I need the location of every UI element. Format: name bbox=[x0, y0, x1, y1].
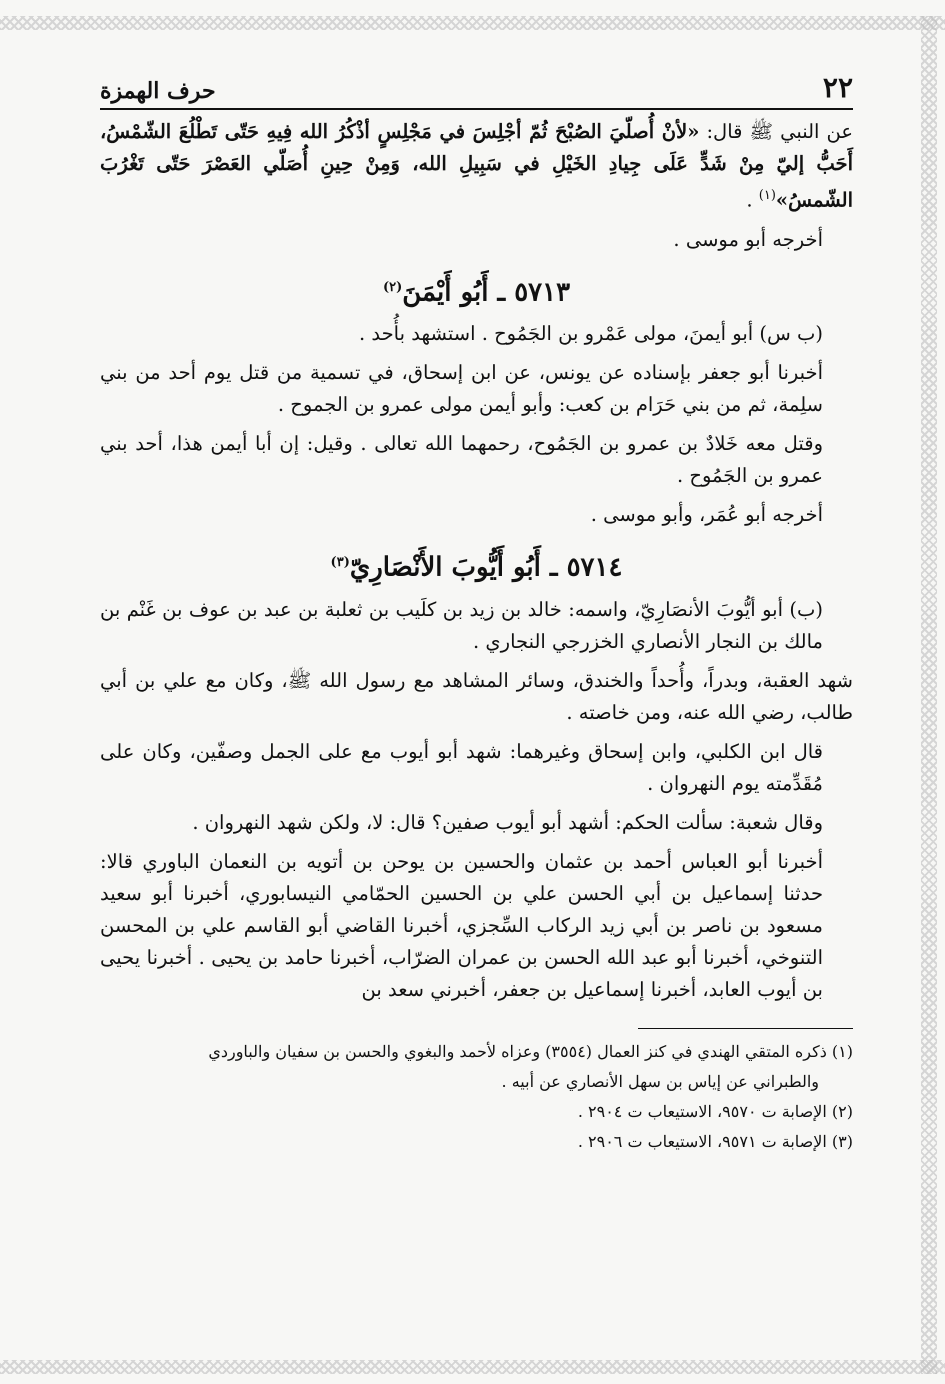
paragraph-takhrij-2: أخرجه أبو عُمَر، وأبو موسى . bbox=[590, 503, 823, 527]
page-number: ٢٢ bbox=[822, 71, 853, 104]
decorative-bottom-border bbox=[0, 1360, 945, 1374]
entry-heading-5714 bbox=[100, 547, 853, 584]
running-title: حرف الهمزة bbox=[100, 78, 216, 104]
footnote-1: (١) ذكره المتقي الهندي في كنز العمال (٣٥٥٤) وعزاه لأحمد والبغوي والحسن بن سفيان والباوردي bbox=[208, 1041, 853, 1061]
paragraph: شهد العقبة، وبدراً، وأُحداً والخندق، وسائر المشاهد مع رسول الله ﷺ، وكان مع علي بن أبي طالب، رضي الله عنه، ومن خاصته . bbox=[100, 668, 853, 724]
footnote-ref-1: (١) bbox=[758, 188, 776, 203]
paragraph-hadith bbox=[100, 116, 853, 217]
entry-heading-5713 bbox=[100, 272, 853, 309]
paragraph: وقال شعبة: سألت الحكم: أشهد أبو أيوب صفين؟ قال: لا، ولكن شهد النهروان . bbox=[192, 810, 823, 834]
footnote-ref-3: (٣) bbox=[330, 555, 350, 571]
paragraph: (ب) أبو أيُّوبَ الأنصَارِيّ، واسمه: خالد بن زيد بن كلَيب بن ثعلبة بن عبد بن عوف بن غَنْم بن مالك بن النجار الأنصاري الخزرجي النجاري . bbox=[100, 597, 823, 653]
hadith-end: . bbox=[746, 188, 759, 212]
decorative-right-border bbox=[921, 16, 937, 1374]
book-page bbox=[100, 64, 853, 1344]
footnotes-divider bbox=[638, 1028, 853, 1029]
footnote-1-continued: والطبراني عن إياس بن سهل الأنصاري عن أبيه . bbox=[501, 1071, 819, 1091]
paragraph: وقتل معه خَلادٌ بن عمرو بن الجَمُوح، رحمهما الله تعالى . وقيل: إن أبا أيمن هذا، أحد بني عمرو بن الجَمُوح . bbox=[100, 432, 823, 488]
hadith-intro: عن النبي ﷺ قال: bbox=[699, 120, 853, 143]
decorative-top-border bbox=[0, 16, 945, 30]
footnote-2: (٢) الإصابة ت ٩٥٧٠، الاستيعاب ت ٢٩٠٤ . bbox=[577, 1101, 853, 1121]
hadith-text: «لأنْ أُصلّيَ الصُبْحَ ثُمّ أجْلِسَ في مَجْلِسٍ أذْكُرُ الله فِيهِ حَتّى تَطْلُعَ الشّمْسُ، أَحَبُّ إليّ مِنْ شَدٍّ عَلَى جِيادِ الخَيْلِ في سَبِيلِ الله، وَمِنْ حِينِ أُصَلّي العَصْرَ حَتّى تَغْرُبَ الشّمسُ» bbox=[100, 120, 853, 212]
paragraph-takhrij-1: أخرجه أبو موسى . bbox=[673, 227, 823, 251]
paragraph: أخبرنا أبو جعفر بإسناده عن يونس، عن ابن إسحاق، في تسمية من قتل يوم أحد من بني سلِمة، ثم من بني حَرَام بن كعب: وأبو أيمن مولى عمرو بن الجموح . bbox=[100, 361, 823, 417]
paragraph: قال ابن الكلبي، وابن إسحاق وغيرهما: شهد أبو أيوب مع على الجمل وصفّين، وكان على مُقَدِّمته يوم النهروان . bbox=[100, 739, 823, 795]
main-text bbox=[100, 116, 853, 1006]
paragraph-isnad: أخبرنا أبو العباس أحمد بن عثمان والحسين بن يوحن بن أتويه بن النعمان الباوري قالا: حدثنا إسماعيل بن أبي الحسن علي بن الحسين الحمّامي النيسابوري، أخبرنا أبو سعيد مسعود بن ناصر بن أبي زيد الركاب السِّجزي، أخبرنا القاضي أبو القاسم علي بن المحسن التنوخي، أخبرنا أبو عبد الله الحسن بن عمران الضرّاب، أخبرنا حامد بن يحيى . أخبرنا يحيى بن أيوب العابد، أخبرنا إسماعيل بن جعفر، أخبرني سعد بن bbox=[100, 849, 823, 1001]
entry-title: ٥٧١٤ ـ أَبُو أَيُّوبَ الأَنْصَارِيّ bbox=[349, 552, 623, 583]
paragraph: (ب س) أبو أيمنَ، مولى عَمْرو بن الجَمُوح . استشهد بأُحد . bbox=[358, 322, 823, 346]
entry-title: ٥٧١٣ ـ أَبُو أَيْمَنَ bbox=[402, 277, 571, 308]
footnote-ref-2: (٢) bbox=[382, 279, 403, 295]
footnotes bbox=[100, 1039, 853, 1155]
footnote-3: (٣) الإصابة ت ٩٥٧١، الاستيعاب ت ٢٩٠٦ . bbox=[577, 1131, 853, 1151]
page-header bbox=[100, 64, 853, 110]
